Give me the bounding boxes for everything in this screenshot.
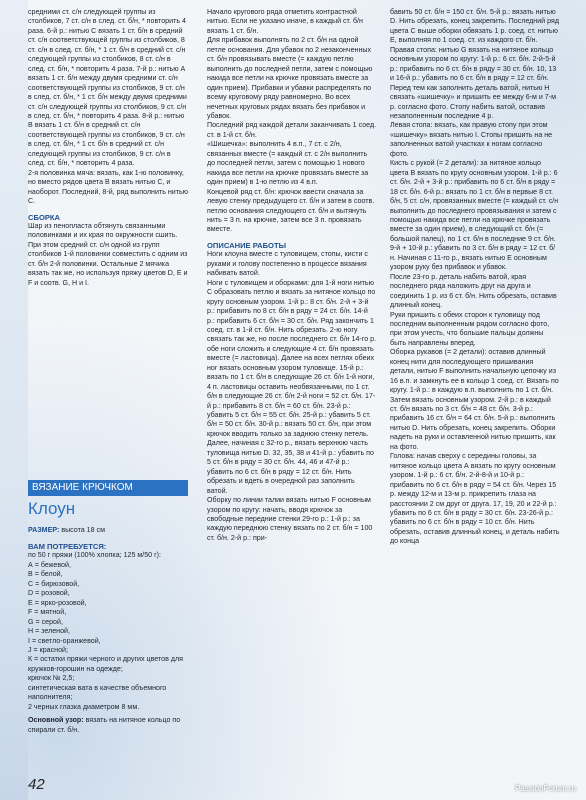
size-line <box>28 526 188 534</box>
assembly-heading: СБОРКА <box>28 212 61 222</box>
materials-block <box>28 542 188 735</box>
right-foot-text: Правая стопа: нитью G вязать на нитяное кольцо основным узором по кругу: 1-й р.: 6 ст. б/н. 2-й-5-й р.: прибавить по 6 ст. б/н в ряду = 30 ст. б/н. 10, 13 и 16-й р.: убавить по 6 ст. б/н в ряду = 12 ст. б/н. Перед тем как заполнить деталь ватой, нитью Н связать «шишечку» и пришить ее между 6-м и 7-м р. согласно фото. Стопу набить ватой, оставив незаполненным последние 4 р. <box>390 45 557 120</box>
work-description-heading: ОПИСАНИЕ РАБОТЫ <box>207 240 287 250</box>
size-value: высота 18 см <box>61 526 105 534</box>
column-left <box>28 8 188 288</box>
column-right <box>390 8 560 547</box>
sleeve-ruffle-text: Оборка рукавов (= 2 детали): оставив длинный конец нити для последующего пришивания детали, нитью F выполнить начальную цепочку из 16 в.п. и замкнуть ее в кольцо 1 соед. ст. Вязать по кругу. 1-й р.: в каждую в.п. выполнить по 1 ст. б/н. Затем вязать основным узором. 2-й р.: в каждый ст. б/н вязать по 3 ст. б/н = 48 ст. б/н. 3-й р.: прибавить 16 ст. б/н = 64 ст. б/н. 5-й р.: выполнить нитью D. Нить обрезать, конец закрепить. Оборки надеть на руки и оставленной нитью пришить, как на фото. <box>390 348 559 451</box>
hand-arm-text: Кисть с рукой (= 2 детали): за нитяное кольцо цвета В вязать по кругу основным узором. 1-й р.: 6 ст. б/н. 2-й + 3-й р.: прибавить по 6 ст. б/н в ряду = 18 ст. б/н. 6-й р.: вязать по 1 ст. б/н в первые 8 ст. б/н, 5 ст. с/н, провязанных вместе (= каждый ст. с/н выполнить до последнего провязывания и затем с помощью накида все петли на крючке провязать вместе за один прием), в следующий ст. б/н (= большой палец), по 1 ст. б/н в последние 9 ст. б/н. 9-й + 10-й р.: убавить по 3 ст. б/н в ряду = 12 ст. б/н. Начиная с 11-го р., вязать нитью E основным узором руку без прибавок и убавок. <box>390 159 559 272</box>
material-item: К = остатки пряжи черного и других цветов для кружков-горошин на одежде; <box>28 655 183 673</box>
left-foot-text: Левая стопа: вязать, как правую стопу при этом «шишечку» вязать нитью I. Стопы пришить на не заполненных ватой участках к ногам согласно фото. <box>390 121 553 158</box>
assembly-text: Шар из пенопласта обтянуть связанными половинками и их края по окружности сшить. При этом средний ст. с/н одной из групп столбиков 1-й половинки совместить с одним из ст. б/н 2-й половинки. Остальные 2 мячика вязать так же, но используя пряжу цветов D, E и F и соотв. G, H и I. <box>28 221 188 287</box>
material-item: В = белой, <box>28 570 63 579</box>
material-item: синтетическая вата в качестве объемного наполнителя; <box>28 683 167 702</box>
head-text: Голова: начав сверху с середины головы, за нитяное кольцо цвета А вязать по кругу основным узором. 1-й р.: 6 ст. б/н. 2-й-8-й и 10-й р.: прибавить по 6 ст. б/н в ряду = 54 ст. б/н. Через 15 р. между 12-м и 13-м р. прикрепить глаза на расстоянии 2 см друг от друга. 17, 19, 20 и 22-й р.: убавить по 6 ст. б/н в ряду = 30 ст. б/н. 23-26-й р.: убавить по 6 ст. б/н в ряду = 10 ст. б/н. Нить обрезать, оставив длинный конец, и деталь набить до конца <box>390 452 560 546</box>
material-item: D = розовой, <box>28 589 70 598</box>
column-middle <box>207 8 377 543</box>
basic-pattern <box>28 716 188 735</box>
legs-body-text: Ноги с туловищем и оборками: для 1-й ноги нитью С образовать петлю и вязать за нитяное кольцо по кругу основным узором. 1-й р.: 8 ст. б/н. 2-й + 3-й р.: прибавить по 8 ст. б/н в ряду = 24 ст. б/н. 14-й р.: прибавить 6 ст. б/н = 30 ст. б/н. Ряд закончить 1 соед. ст. в 1-й ст. б/н. Нить обрезать. 2-ю ногу связать так же, но после последнего ст. б/н 14-го р. обе ноги сложить и следующие 4 ст. б/н провязать вместе (= ластовица). Далее на всех петлях обеих ног вязать основным узором туловище. 15-й р.: вязать по 1 ст. б/н в следующие 26 ст. б/н 1-й ноги, 4 п. ластовицы оставить необвязанными, по 1 ст. б/н в следующие 26 ст. б/н 2-й ноги = 52 ст. б/н. 17-й р.: прибавить 8 ст. б/н = 60 ст. б/н. 23-й р.: убавить 5 ст. б/н = 55 ст. б/н. 25-й р.: убавить 5 ст. б/н = 50 ст. б/н. 30-й р.: вязать 50 ст. б/н, при этом крючок вводить только за заднюю стенку петель. Далее, начиная с 32-го р., вязать верхнюю часть туловища нитью D. 32, 35, 38 и 41-й р.: убавить по 5 ст. б/н в ряду = 30 ст. б/н. 44, 46 и 47-й р.: убавить по 6 ст. б/н в ряду = 12 ст. б/н. Нить обрезать и вдеть в очередной раз заполнить ватой. <box>207 278 377 495</box>
material-item: 2 черных глазка диаметром 8 мм. <box>28 702 140 711</box>
decorative-splash <box>0 0 28 800</box>
increase-decrease-note: Для прибавок выполнять по 2 ст. б/н на одной петле основания. Для убавок по 2 незаконченных ст. б/н провязывать вместе (= каждую петлю выполнить до последней петли, затем с помощью накида все петли на крючке провязать вместе за один прием). Прибавки и убавки распределять по всему круговому ряду равномерно. Во всех нечетных круговых рядах вязать без прибавок и убавок. <box>207 36 373 120</box>
round-start-note: Начало кругового ряда отметить контрастной нитью. Если не указано иначе, в каждый ст. б/н вязать 1 ст. б/н. <box>207 8 363 35</box>
arm-attach-text: Руки пришить с обеих сторон к туловищу под последним выполненным рядом согласно фото, при этом учесть, что большие пальцы должны быть направлены вперед. <box>390 310 550 347</box>
ruffle-cont: бавить 50 ст. б/н = 150 ст. б/н. 5-й р.: вязать нитью D. Нить обрезать, конец закрепить. Последний ряд цвета С выше оборки обвязать 1 р. соед. ст. нитью E, выполняя по 1 соед. ст. из каждого ст. б/н. <box>390 8 559 45</box>
material-item: J = красной; <box>28 645 68 654</box>
final-row-note: Концевой ряд ст. б/н: крючок ввести сначала за левую стенку предыдущего ст. б/н и затем в соотв. петлю основания следующего ст. б/н и вытянуть нить = 3 п. на крючке, затем все 3 п. провязать вместе. <box>207 187 375 234</box>
last-round-note: Последний ряд каждой детали заканчивать 1 соед. ст. в 1-й ст. б/н. <box>207 121 377 139</box>
material-item: С = бирюзовой, <box>28 579 80 588</box>
materials-heading: ВАМ ПОТРЕБУЕТСЯ: <box>28 542 107 551</box>
size-label: РАЗМЕР: <box>28 526 60 534</box>
material-item: G = серой, <box>28 617 63 626</box>
basic-pattern-label: Основной узор: <box>28 716 84 725</box>
ball-second-half: 2-я половинка мяча: вязать, как 1-ю половинку, но вместо рядов цвета В вязать нитью С, и наоборот. Последний, 8-й, ряд выполнить нитью С. <box>28 168 189 206</box>
page-number: 42 <box>28 776 45 793</box>
material-item: H = зеленой, <box>28 627 70 636</box>
material-item: по 50 г пряжи (100% хлопка; 125 м/50 г): <box>28 551 162 560</box>
material-item: крючок № 2,5; <box>28 674 75 683</box>
material-item: F = мятной, <box>28 608 67 617</box>
waist-ruffle-text: Оборку по линии талии вязать нитью F основным узором по кругу: начать, вводя крючок за свободные передние стенки 29-го р.: 1-й р.: за каждую переднюю стенку вязать по 2 ст. б/н = 100 ст. б/н. 2-й р.: при- <box>207 496 373 542</box>
arm-finish-text: После 23-го р. деталь набить ватой, края последнего ряда наложить друг на друга и соединить 1 р. из 6 ст. б/н. Нить обрезать, оставив длинный конец. <box>390 272 557 310</box>
material-item: E = ярко-розовой, <box>28 598 87 607</box>
watermark: PassionForum.ru <box>515 784 576 793</box>
material-item: А = бежевой, <box>28 560 71 569</box>
material-item: I = светло-оранжевой, <box>28 636 101 645</box>
project-title: Клоун <box>28 499 76 518</box>
basic-pattern-text: вязать на нитяное кольцо по спирали ст. б/н. <box>28 716 181 734</box>
stuffing-note: Ноги клоуна вместе с туловищем, стопы, кисти с руками и голову постепенно в процессе вязания набивать ватой. <box>207 250 368 278</box>
bobble-note: «Шишечка»: выполнить 4 в.п., 7 ст. с 2/н, связанных вместе (= каждый ст. с 2/н выполнить до последней петли, затем с помощью 1 нового накида все петли на крючке провязать вместе за один прием) в 1-ю петлю из 4 в.п. <box>207 140 369 187</box>
ball-instructions-cont: средними ст. с/н следующей группы из столбиков, 7 ст. с/н в след. ст. б/н, * повторить 4 раза. 6-й р.: нитью С вязать 1 ст. б/н в средний ст. с/н соответствующей группы из столбиков, 8 ст. с/н в след. ст. б/н, * 1 ст. б/н в средний ст. с/н следующей группы из столбиков, 8 ст. с/н в след. ст. б/н, * повторить 4 раза. 7-й р.: нитью А вязать 1 ст. б/н между двумя средними ст. с/н соответствующей группы из столбиков, 9 ст. с/н в след. ст. б/н, * 1 ст. б/н между двумя средними ст. с/н следующей группы из столбиков, 9 ст. с/н в след. ст. б/н, * повторить 4 раза. 8-й р.: нитью В вязать 1 ст. б/н в средний ст. с/н соответствующей группы из столбиков, 9 ст. с/н в след. ст. б/н, * 1 ст. б/н в средний ст. с/н следующей группы из столбиков, 9 ст. с/н в след. ст. б/н, * повторить 4 раза. <box>28 8 187 168</box>
section-banner: ВЯЗАНИЕ КРЮЧКОМ <box>28 480 188 496</box>
